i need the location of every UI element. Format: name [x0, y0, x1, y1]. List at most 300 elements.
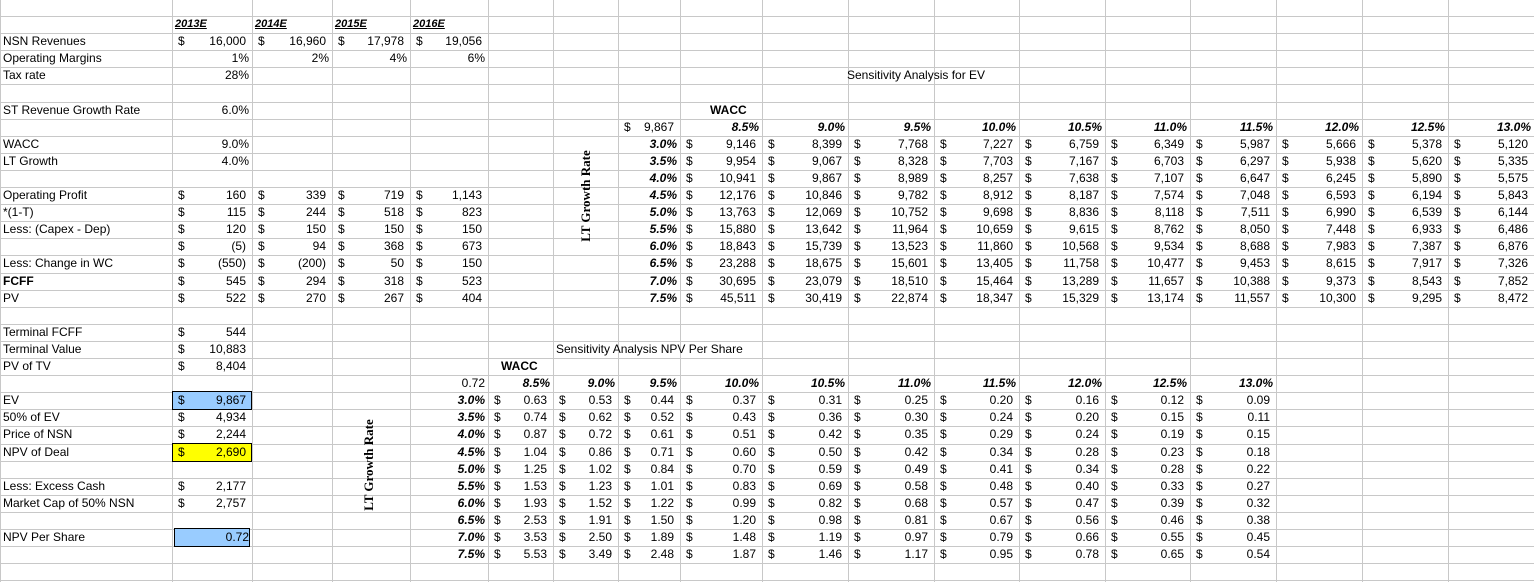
ev-sensitivity-cell[interactable]	[1363, 221, 1447, 238]
npv-sensitivity-cell[interactable]	[763, 392, 847, 409]
capex-cell[interactable]	[411, 221, 487, 238]
ev-sensitivity-cell[interactable]	[681, 153, 761, 170]
ev-sensitivity-cell[interactable]	[1106, 136, 1189, 153]
npv-sensitivity-cell[interactable]	[1191, 444, 1275, 461]
ev-sensitivity-cell[interactable]	[935, 153, 1018, 170]
ev-sensitivity-cell[interactable]	[1106, 255, 1189, 272]
ev-sensitivity-cell[interactable]	[1449, 170, 1533, 187]
op-profit-cell[interactable]	[411, 187, 487, 204]
subtotal-cell[interactable]	[173, 238, 251, 255]
npv-sensitivity-cell[interactable]	[1020, 444, 1104, 461]
ev-sensitivity-cell[interactable]	[1277, 255, 1361, 272]
label-op-profit[interactable]: Operating Profit	[3, 188, 88, 202]
ev-sensitivity-cell[interactable]	[1020, 221, 1104, 238]
pv-cell[interactable]	[333, 290, 409, 307]
ev-sensitivity-cell[interactable]	[1363, 153, 1447, 170]
ev-sensitivity-cell[interactable]	[1449, 204, 1533, 221]
ev-sensitivity-cell[interactable]	[1191, 238, 1275, 255]
label-fcff[interactable]: FCFF	[3, 274, 34, 288]
npv-sensitivity-cell[interactable]	[1020, 426, 1104, 443]
after-tax-cell[interactable]	[333, 204, 409, 221]
ev-sensitivity-cell[interactable]	[1106, 290, 1189, 307]
npv-sensitivity-cell[interactable]	[1020, 512, 1104, 529]
label-market-cap[interactable]: Market Cap of 50% NSN	[3, 496, 135, 510]
ev-sensitivity-cell[interactable]	[1277, 170, 1361, 187]
after-tax-cell[interactable]	[173, 204, 251, 221]
ev-growth-row-header[interactable]: 5.0%	[649, 205, 677, 219]
ev-sensitivity-cell[interactable]	[1020, 204, 1104, 221]
npv-sensitivity-cell[interactable]	[1106, 426, 1189, 443]
npv-sensitivity-cell[interactable]	[763, 512, 847, 529]
ev-sensitivity-cell[interactable]	[763, 170, 847, 187]
npv-sensitivity-cell[interactable]	[1191, 426, 1275, 443]
ev-sensitivity-cell[interactable]	[1106, 153, 1189, 170]
npv-wacc-col-header[interactable]: 11.5%	[982, 376, 1016, 390]
npv-wacc-col-header[interactable]: 11.0%	[897, 376, 931, 390]
label-npv-deal[interactable]: NPV of Deal	[3, 445, 70, 459]
ev-sensitivity-cell[interactable]	[849, 273, 933, 290]
capex-cell[interactable]	[173, 221, 251, 238]
ev-sensitivity-cell[interactable]	[1277, 273, 1361, 290]
npv-sensitivity-cell[interactable]	[763, 461, 847, 478]
ev-wacc-col-header[interactable]: 11.0%	[1153, 120, 1187, 134]
npv-sensitivity-cell[interactable]	[1106, 478, 1189, 495]
npv-wacc-col-header[interactable]: 12.0%	[1067, 376, 1102, 390]
ev-sensitivity-cell[interactable]	[1191, 204, 1275, 221]
npv-sensitivity-cell[interactable]	[1020, 546, 1104, 563]
label-terminal-fcff[interactable]: Terminal FCFF	[3, 325, 83, 339]
ev-sensitivity-cell[interactable]	[681, 238, 761, 255]
ev-sensitivity-cell[interactable]	[1363, 187, 1447, 204]
label-lt-growth[interactable]: LT Growth	[3, 154, 58, 168]
npv-sensitivity-cell[interactable]	[935, 546, 1018, 563]
ev-sensitivity-cell[interactable]	[763, 255, 847, 272]
change-wc-cell[interactable]	[333, 255, 409, 272]
npv-growth-row-header[interactable]: 6.5%	[457, 513, 485, 527]
npv-sensitivity-cell[interactable]	[763, 409, 847, 426]
npv-sensitivity-cell[interactable]	[1106, 529, 1189, 546]
npv-wacc-col-header[interactable]: 13.0%	[1238, 376, 1273, 390]
ev-sensitivity-cell[interactable]	[1191, 153, 1275, 170]
ev-sensitivity-cell[interactable]	[849, 221, 933, 238]
npv-sensitivity-cell[interactable]	[619, 409, 679, 426]
change-wc-cell[interactable]	[411, 255, 487, 272]
ev-sensitivity-cell[interactable]	[1363, 204, 1447, 221]
npv-sensitivity-cell[interactable]	[1020, 478, 1104, 495]
npv-sensitivity-cell[interactable]	[619, 478, 679, 495]
ev-sensitivity-cell[interactable]	[1449, 136, 1533, 153]
ev-growth-row-header[interactable]: 4.0%	[649, 171, 677, 185]
npv-sensitivity-cell[interactable]	[849, 426, 933, 443]
ev-sensitivity-cell[interactable]	[1191, 255, 1275, 272]
npv-sensitivity-cell[interactable]	[619, 444, 679, 461]
label-st-growth[interactable]: ST Revenue Growth Rate	[3, 103, 141, 117]
half-ev-cell[interactable]	[173, 409, 251, 426]
pv-cell[interactable]	[411, 290, 487, 307]
ev-growth-row-header[interactable]: 3.5%	[649, 154, 677, 168]
npv-growth-row-header[interactable]: 7.0%	[457, 530, 485, 544]
npv-sensitivity-cell[interactable]	[935, 461, 1018, 478]
ev-sensitivity-cell[interactable]	[1020, 290, 1104, 307]
ev-sensitivity-cell[interactable]	[1449, 255, 1533, 272]
npv-sensitivity-cell[interactable]	[935, 392, 1018, 409]
npv-sensitivity-cell[interactable]	[1191, 529, 1275, 546]
ev-sensitivity-cell[interactable]	[1363, 273, 1447, 290]
npv-growth-row-header[interactable]: 4.0%	[457, 427, 485, 441]
npv-sensitivity-cell[interactable]	[1020, 461, 1104, 478]
ev-wacc-col-header[interactable]: 12.5%	[1410, 120, 1445, 134]
ev-sensitivity-cell[interactable]	[681, 273, 761, 290]
npv-sensitivity-cell[interactable]	[554, 409, 617, 426]
ev-sensitivity-cell[interactable]	[763, 204, 847, 221]
npv-sensitivity-cell[interactable]	[681, 426, 761, 443]
subtotal-cell[interactable]	[253, 238, 331, 255]
npv-sensitivity-cell[interactable]	[935, 426, 1018, 443]
npv-sensitivity-cell[interactable]	[1020, 409, 1104, 426]
ev-growth-row-header[interactable]: 5.5%	[649, 222, 677, 236]
capex-cell[interactable]	[333, 221, 409, 238]
ev-sensitivity-cell[interactable]	[1277, 204, 1361, 221]
label-one-minus-t[interactable]: *(1-T)	[3, 205, 34, 219]
subtotal-cell[interactable]	[411, 238, 487, 255]
npv-growth-row-header[interactable]: 3.5%	[457, 410, 485, 424]
label-tax-rate[interactable]: Tax rate	[3, 68, 46, 82]
npv-sensitivity-cell[interactable]	[619, 392, 679, 409]
fcff-cell[interactable]	[253, 273, 331, 290]
ev-sensitivity-cell[interactable]	[849, 255, 933, 272]
npv-sensitivity-cell[interactable]	[681, 546, 761, 563]
revenue-cell[interactable]	[411, 33, 487, 50]
ev-sensitivity-cell[interactable]	[1449, 273, 1533, 290]
npv-sensitivity-cell[interactable]	[1106, 392, 1189, 409]
year-header[interactable]: 2013E	[175, 18, 207, 30]
ev-sensitivity-cell[interactable]	[1277, 221, 1361, 238]
npv-sensitivity-cell[interactable]	[849, 512, 933, 529]
npv-sensitivity-cell[interactable]	[763, 495, 847, 512]
ev-sensitivity-cell[interactable]	[1449, 187, 1533, 204]
ev-sensitivity-cell[interactable]	[1363, 136, 1447, 153]
npv-sensitivity-cell[interactable]	[619, 546, 679, 563]
ev-sensitivity-cell[interactable]	[935, 238, 1018, 255]
npv-deal-cell[interactable]	[173, 444, 251, 461]
ev-sensitivity-cell[interactable]	[763, 187, 847, 204]
ev-sensitivity-cell[interactable]	[935, 255, 1018, 272]
ev-sensitivity-cell[interactable]	[1363, 170, 1447, 187]
npv-sensitivity-cell[interactable]	[1020, 392, 1104, 409]
ev-growth-row-header[interactable]: 4.5%	[649, 188, 677, 202]
after-tax-cell[interactable]	[411, 204, 487, 221]
ev-sensitivity-cell[interactable]	[935, 290, 1018, 307]
ev-wacc-col-header[interactable]: 8.5%	[731, 120, 759, 134]
npv-sensitivity-cell[interactable]	[763, 478, 847, 495]
ev-wacc-col-header[interactable]: 10.5%	[1067, 120, 1102, 134]
ev-sensitivity-cell[interactable]	[1020, 187, 1104, 204]
revenue-cell[interactable]	[173, 33, 251, 50]
npv-sensitivity-cell[interactable]	[763, 426, 847, 443]
ev-sensitivity-cell[interactable]	[849, 290, 933, 307]
npv-sensitivity-cell[interactable]	[935, 478, 1018, 495]
wacc-cell[interactable]: 9.0%	[221, 137, 249, 151]
ev-growth-row-header[interactable]: 6.5%	[649, 256, 677, 270]
npv-sensitivity-cell[interactable]	[554, 478, 617, 495]
label-npv-share[interactable]: NPV Per Share	[3, 530, 86, 544]
ev-sensitivity-cell[interactable]	[763, 153, 847, 170]
npv-sensitivity-cell[interactable]	[849, 495, 933, 512]
pv-cell[interactable]	[253, 290, 331, 307]
npv-sensitivity-cell[interactable]	[1020, 495, 1104, 512]
ev-sensitivity-cell[interactable]	[681, 221, 761, 238]
ev-sensitivity-cell[interactable]	[1277, 187, 1361, 204]
ev-sensitivity-cell[interactable]	[935, 273, 1018, 290]
npv-sensitivity-cell[interactable]	[849, 392, 933, 409]
npv-sensitivity-cell[interactable]	[763, 546, 847, 563]
label-op-margins[interactable]: Operating Margins	[3, 51, 102, 65]
ev-sensitivity-cell[interactable]	[849, 238, 933, 255]
label-pv[interactable]: PV	[3, 291, 20, 305]
change-wc-cell[interactable]	[253, 255, 331, 272]
ev-sensitivity-cell[interactable]	[849, 170, 933, 187]
npv-sensitivity-cell[interactable]	[554, 546, 617, 563]
npv-growth-row-header[interactable]: 3.0%	[457, 393, 485, 407]
npv-growth-row-header[interactable]: 6.0%	[457, 496, 485, 510]
ev-sensitivity-cell[interactable]	[1020, 273, 1104, 290]
ev-sensitivity-cell[interactable]	[1191, 187, 1275, 204]
ev-wacc-col-header[interactable]: 9.5%	[903, 120, 931, 134]
ev-sensitivity-cell[interactable]	[681, 170, 761, 187]
op-profit-cell[interactable]	[333, 187, 409, 204]
npv-sensitivity-cell[interactable]	[1191, 461, 1275, 478]
subtotal-cell[interactable]	[333, 238, 409, 255]
ev-sensitivity-cell[interactable]	[849, 136, 933, 153]
npv-wacc-col-header[interactable]: 9.5%	[649, 376, 677, 390]
npv-wacc-label[interactable]: WACC	[501, 359, 538, 373]
ev-cell[interactable]	[173, 392, 251, 409]
terminal-fcff-cell[interactable]	[173, 324, 251, 341]
ev-sensitivity-cell[interactable]	[763, 136, 847, 153]
after-tax-cell[interactable]	[253, 204, 331, 221]
label-capex[interactable]: Less: (Capex - Dep)	[3, 222, 111, 236]
ev-sensitivity-cell[interactable]	[935, 204, 1018, 221]
npv-sensitivity-cell[interactable]	[681, 392, 761, 409]
ev-sensitivity-cell[interactable]	[763, 273, 847, 290]
lt-growth-cell[interactable]: 4.0%	[221, 154, 249, 168]
npv-sensitivity-cell[interactable]	[935, 409, 1018, 426]
ev-sensitivity-cell[interactable]	[1277, 153, 1361, 170]
npv-sensitivity-cell[interactable]	[849, 478, 933, 495]
npv-wacc-col-header[interactable]: 8.5%	[522, 376, 550, 390]
market-cap-cell[interactable]	[173, 495, 251, 512]
npv-sensitivity-cell[interactable]	[681, 478, 761, 495]
npv-sensitivity-cell[interactable]	[1191, 478, 1275, 495]
ev-wacc-col-header[interactable]: 9.0%	[817, 120, 845, 134]
margin-cell[interactable]: 1%	[231, 51, 249, 65]
npv-sensitivity-cell[interactable]	[1106, 409, 1189, 426]
capex-cell[interactable]	[253, 221, 331, 238]
npv-sensitivity-cell[interactable]	[1191, 392, 1275, 409]
npv-sensitivity-cell[interactable]	[619, 495, 679, 512]
ev-sensitivity-cell[interactable]	[1277, 290, 1361, 307]
ev-sensitivity-cell[interactable]	[1277, 238, 1361, 255]
npv-growth-row-header[interactable]: 5.5%	[457, 479, 485, 493]
label-revenues[interactable]: NSN Revenues	[3, 34, 86, 48]
npv-growth-row-header[interactable]: 7.5%	[457, 547, 485, 561]
terminal-value-cell[interactable]	[173, 341, 251, 358]
ev-sensitivity-cell[interactable]	[1363, 238, 1447, 255]
npv-sensitivity-cell[interactable]	[1191, 512, 1275, 529]
npv-sensitivity-cell[interactable]	[554, 444, 617, 461]
ev-sensitivity-cell[interactable]	[1020, 153, 1104, 170]
pv-tv-cell[interactable]	[173, 358, 251, 375]
ev-sensitivity-cell[interactable]	[1106, 273, 1189, 290]
year-header[interactable]: 2014E	[255, 18, 287, 30]
npv-sensitivity-cell[interactable]	[1191, 409, 1275, 426]
ev-sensitivity-cell[interactable]	[849, 204, 933, 221]
npv-sensitivity-cell[interactable]	[1191, 495, 1275, 512]
ev-sensitivity-cell[interactable]	[1449, 290, 1533, 307]
npv-sensitivity-cell[interactable]	[681, 444, 761, 461]
npv-share-cell[interactable]: 0.72	[175, 529, 249, 546]
npv-wacc-col-header[interactable]: 12.5%	[1152, 376, 1187, 390]
ev-sensitivity-cell[interactable]	[849, 187, 933, 204]
change-wc-cell[interactable]	[173, 255, 251, 272]
npv-sensitivity-cell[interactable]	[763, 529, 847, 546]
npv-sensitivity-cell[interactable]	[849, 409, 933, 426]
margin-cell[interactable]: 6%	[467, 51, 485, 65]
npv-growth-row-header[interactable]: 5.0%	[457, 462, 485, 476]
npv-sensitivity-cell[interactable]	[849, 546, 933, 563]
ev-sensitivity-cell[interactable]	[1106, 221, 1189, 238]
npv-sensitivity-cell[interactable]	[849, 461, 933, 478]
npv-sensitivity-cell[interactable]	[554, 426, 617, 443]
ev-sensitivity-cell[interactable]	[1106, 187, 1189, 204]
year-header[interactable]: 2015E	[335, 18, 367, 30]
npv-sensitivity-cell[interactable]	[619, 529, 679, 546]
ev-sensitivity-cell[interactable]	[681, 204, 761, 221]
ev-sensitivity-cell[interactable]	[681, 136, 761, 153]
ev-sensitivity-cell[interactable]	[681, 187, 761, 204]
npv-wacc-col-header[interactable]: 10.0%	[724, 376, 759, 390]
npv-wacc-col-header[interactable]: 9.0%	[587, 376, 615, 390]
npv-sensitivity-cell[interactable]	[1020, 529, 1104, 546]
ev-sensitivity-cell[interactable]	[1020, 238, 1104, 255]
ev-sensitivity-cell[interactable]	[1191, 170, 1275, 187]
fcff-cell[interactable]	[411, 273, 487, 290]
npv-sensitivity-cell[interactable]	[681, 495, 761, 512]
ev-sensitivity-cell[interactable]	[1106, 238, 1189, 255]
excess-cash-cell[interactable]	[173, 478, 251, 495]
label-terminal-value[interactable]: Terminal Value	[3, 342, 82, 356]
ev-growth-row-header[interactable]: 7.0%	[649, 274, 677, 288]
npv-sensitivity-cell[interactable]	[554, 512, 617, 529]
npv-sensitivity-cell[interactable]	[554, 495, 617, 512]
npv-sensitivity-cell[interactable]	[681, 461, 761, 478]
label-pv-tv[interactable]: PV of TV	[3, 359, 51, 373]
npv-sensitivity-cell[interactable]	[681, 529, 761, 546]
npv-sensitivity-cell[interactable]	[554, 392, 617, 409]
ev-wacc-col-header[interactable]: 12.0%	[1324, 120, 1359, 134]
st-growth-cell[interactable]: 6.0%	[221, 103, 249, 117]
ev-sensitivity-cell[interactable]	[1106, 204, 1189, 221]
label-price-nsn[interactable]: Price of NSN	[3, 427, 73, 441]
op-profit-cell[interactable]	[253, 187, 331, 204]
ev-wacc-col-header[interactable]: 13.0%	[1496, 120, 1531, 134]
label-change-wc[interactable]: Less: Change in WC	[3, 256, 114, 270]
pv-cell[interactable]	[173, 290, 251, 307]
npv-sensitivity-cell[interactable]	[554, 529, 617, 546]
npv-sensitivity-cell[interactable]	[554, 461, 617, 478]
ev-sensitivity-cell[interactable]	[1020, 136, 1104, 153]
margin-cell[interactable]: 2%	[311, 51, 329, 65]
margin-cell[interactable]: 4%	[389, 51, 407, 65]
npv-sensitivity-cell[interactable]	[619, 426, 679, 443]
ev-sensitivity-cell[interactable]	[1191, 221, 1275, 238]
ev-sensitivity-cell[interactable]	[763, 221, 847, 238]
ev-sensitivity-cell[interactable]	[1191, 136, 1275, 153]
ev-corner-cell[interactable]	[619, 119, 679, 136]
year-header[interactable]: 2016E	[413, 18, 445, 30]
npv-sensitivity-cell[interactable]	[849, 529, 933, 546]
ev-sensitivity-cell[interactable]	[1191, 290, 1275, 307]
ev-sensitivity-title[interactable]: Sensitivity Analysis for EV	[847, 68, 986, 82]
ev-sensitivity-cell[interactable]	[763, 238, 847, 255]
ev-sensitivity-cell[interactable]	[1106, 170, 1189, 187]
npv-sensitivity-cell[interactable]	[619, 461, 679, 478]
ev-wacc-col-header[interactable]: 11.5%	[1239, 120, 1273, 134]
ev-sensitivity-cell[interactable]	[763, 290, 847, 307]
ev-sensitivity-cell[interactable]	[1449, 221, 1533, 238]
label-ev[interactable]: EV	[3, 393, 20, 407]
npv-sensitivity-cell[interactable]	[681, 512, 761, 529]
op-profit-cell[interactable]	[173, 187, 251, 204]
ev-sensitivity-cell[interactable]	[1449, 238, 1533, 255]
ev-sensitivity-cell[interactable]	[935, 221, 1018, 238]
ev-wacc-label[interactable]: WACC	[710, 103, 747, 117]
revenue-cell[interactable]	[333, 33, 409, 50]
ev-sensitivity-cell[interactable]	[935, 170, 1018, 187]
npv-sensitivity-cell[interactable]	[681, 409, 761, 426]
npv-growth-row-header[interactable]: 4.5%	[457, 445, 485, 459]
npv-sensitivity-cell[interactable]	[1106, 546, 1189, 563]
npv-sensitivity-cell[interactable]	[935, 495, 1018, 512]
ev-sensitivity-cell[interactable]	[1191, 273, 1275, 290]
npv-sensitivity-cell[interactable]	[1106, 461, 1189, 478]
ev-growth-row-header[interactable]: 6.0%	[649, 239, 677, 253]
ev-growth-row-header[interactable]: 3.0%	[649, 137, 677, 151]
npv-sensitivity-cell[interactable]	[935, 444, 1018, 461]
npv-sensitivity-cell[interactable]	[619, 512, 679, 529]
tax-rate-cell[interactable]: 28%	[224, 68, 249, 82]
ev-sensitivity-cell[interactable]	[1020, 170, 1104, 187]
npv-sensitivity-title[interactable]: Sensitivity Analysis NPV Per Share	[556, 342, 743, 356]
revenue-cell[interactable]	[253, 33, 331, 50]
ev-wacc-col-header[interactable]: 10.0%	[981, 120, 1016, 134]
ev-sensitivity-cell[interactable]	[1277, 136, 1361, 153]
npv-sensitivity-cell[interactable]	[763, 444, 847, 461]
ev-sensitivity-cell[interactable]	[1363, 255, 1447, 272]
fcff-cell[interactable]	[173, 273, 251, 290]
npv-sensitivity-cell[interactable]	[935, 512, 1018, 529]
npv-sensitivity-cell[interactable]	[1191, 546, 1275, 563]
npv-sensitivity-cell[interactable]	[935, 529, 1018, 546]
npv-sensitivity-cell[interactable]	[1106, 512, 1189, 529]
fcff-cell[interactable]	[333, 273, 409, 290]
ev-sensitivity-cell[interactable]	[681, 290, 761, 307]
npv-sensitivity-cell[interactable]	[1106, 444, 1189, 461]
ev-sensitivity-cell[interactable]	[935, 136, 1018, 153]
ev-growth-row-header[interactable]: 7.5%	[649, 291, 677, 305]
price-nsn-cell[interactable]	[173, 426, 251, 443]
ev-sensitivity-cell[interactable]	[935, 187, 1018, 204]
